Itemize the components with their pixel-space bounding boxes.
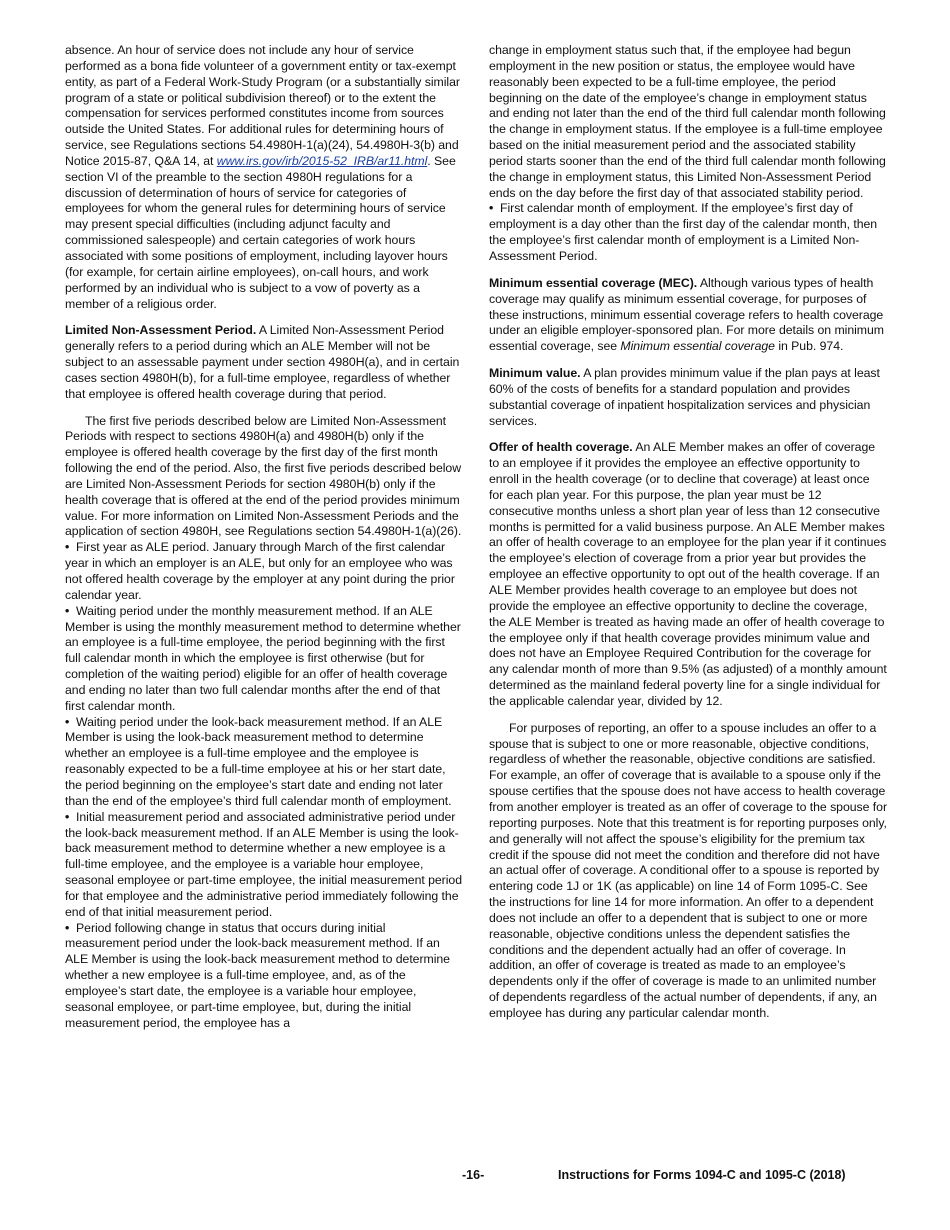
paragraph-text: A plan provides minimum value if the plan pays at least 60% of the costs of benefits for a standard population and provides substantial coverage of inpatient hospitalization services and physician services. [489,366,880,428]
bullet-item: • Initial measurement period and associated administrative period under the look-back measurement method. If an ALE Member is using the look-back measurement method to determine whether a new employee is a full-time employee, and the employee is a variable hour employee, seasonal employee or part-time employee, the initial measurement period for that employee and the administrative period immediately following the end of that initial measurement period. [65,810,463,921]
bullet-continuation: change in employment status such that, if the employee had begun employment in the new position or status, the employee would have reasonably been expected to be a full-time employee, the period beginning on the date of the employee’s change in employment status and ending not later than the end of the third full calendar month following the change in employment status. If the employee is a full-time employee based on the initial measurement period and the associated stability period starts sooner than the end of the third full calendar month following the change in employment status, this Limited Non-Assessment Period ends on the day before the first day of that associated stability period. [489,43,886,200]
paragraph-text: An ALE Member makes an offer of coverage to an employee if it provides the employee an effective opportunity to enroll in the health coverage (or to decline that coverage) at least once for each plan year. For this purpose, the plan year must be 12 consecutive months unless a short plan year of less than 12 consecutive months is permitted for a valid business purpose. An ALE Member makes an offer of health coverage to an employee for the plan year if it continues the employee’s election of coverage from a prior year but provides the employee an effective opportunity to opt out of the health coverage. If an ALE Member provides health coverage to an employee but does not provide the employee an effective opportunity to decline the coverage, the ALE Member is treated as having made an offer of health coverage to the employee only if that health coverage provides minimum value and does not have an Employee Required Contribution for the coverage for any calendar month of more than 9.5% (as adjusted) of a monthly amount determined as the mainland federal poverty line for a single individual for the applicable calendar year, divided by 12. [489,440,887,708]
offer-of-coverage-paragraph [489,440,887,709]
bullet-item: • Period following change in status that occurs during initial measurement period under the look-back measurement method. If an ALE Member is using the look-back measurement method to determine whether a new employee is a full-time employee, and, as of the employee’s start date, the employee is a variable hour employee, seasonal employee, or part-time employee, but, during the initial measurement period, the employee has a [65,921,463,1032]
spouse-offer-paragraph: For purposes of reporting, an offer to a spouse includes an offer to a spouse that is subject to one or more reasonable, objective conditions, regardless of whether the reasonable, objective conditions are satisfied. For example, an offer of coverage that is available to a spouse only if the spouse certifies that the spouse does not have access to health coverage from another employer is treated as an offer of coverage to the spouse for reporting purposes. Note that this treatment is for reporting purposes only, and generally will not affect the spouse’s eligibility for the premium tax credit if the spouse did not meet the condition and therefore did not have an actual offer of coverage. A conditional offer to a spouse is reported by entering code 1J or 1K (as applicable) on line 14 of Form 1095-C. See the instructions for line 14 for more information. An offer to a dependent does not include an offer to a dependent that is subject to one or more reasonable, objective conditions unless the dependent satisfies the conditions and the dependent actually had an offer of coverage. In addition, an offer of coverage is treated as made to an employee’s dependents only if the offer of coverage is made to an unlimited number of dependents regardless of the actual number of dependents, if any, an employee has during any particular calendar month. [489,720,887,1020]
document-title: Instructions for Forms 1094-C and 1095-C (2018) [558,1168,846,1182]
term-heading: Minimum essential coverage (MEC). [489,275,698,290]
bullet-item: • First calendar month of employment. If the employee’s first day of employment is a day other than the first day of the calendar month, then the employee’s first calendar month of employment is a Limited Non-Assessment Period. [489,201,887,264]
paragraph-text: in Pub. 974. [774,339,844,354]
bullet-item: • First year as ALE period. January through March of the first calendar year in which an employer is an ALE, but only for an employee who was not offered health coverage by the employer at any point during the prior calendar year. [65,540,463,603]
term-heading: Minimum value. [489,366,581,381]
lnap-detail-paragraph: The first five periods described below are Limited Non-Assessment Periods with respect to sections 4980H(a) and 4980H(b) only if the employee is offered health coverage by the first day of the first month following the end of the period. Also, the first five periods described below are Limited Non-Assessment Periods for section 4980H(b) only if the health coverage that is offered at the end of the period provides minimum value. For more information on Limited Non-Assessment Periods and the application of section 4980H, see Regulations section 54.4980H-1(a)(26). [65,413,462,539]
hours-of-service-paragraph [65,43,463,312]
paragraph-text: Although various types of health coverage may qualify as minimum essential coverage, for purposes of these instructions, minimum essential coverage refers to health coverage under an eligible employer-sponsored plan. For more details on minimum essential coverage, see [489,275,884,354]
minimum-value-paragraph [489,366,887,429]
mec-definition-paragraph [489,276,887,355]
term-heading: Offer of health coverage. [489,440,633,455]
page-number: -16- [462,1168,485,1182]
term-heading: Limited Non-Assessment Period. [65,323,257,338]
right-column [489,43,887,1022]
reference-italic: Minimum essential coverage [620,339,775,354]
left-column [65,43,463,1031]
bullet-item: • Waiting period under the look-back measurement method. If an ALE Member is using the look-back measurement method to determine whether an employee is a full-time employee and the employee is reasonably expected to be a full-time employee at his or her start date, the period beginning on the employee’s start date and ending not later than the end of the employee’s third full calendar month of employment. [65,715,463,810]
paragraph-text: absence. An hour of service does not include any hour of service performed as a bona fide volunteer of a government entity or tax-exempt entity, as part of a Federal Work-Study Program (or a substantially similar program of a state or political subdivision thereof) or to the extent the compensation for services performed constitutes income from sources outside the United States. For additional rules for determining hours of service, see Regulations sections 54.4980H-1(a)(24), 54.4980H-3(b) and Notice 2015-87, Q&A 14, at [65,43,460,168]
paragraph-text: . See section VI of the preamble to the section 4980H regulations for a discussion of determination of hours of service for categories of employees for whom the general rules for determining hours of service may present special difficulties (including adjunct faculty and commissioned salespeople) and certain categories of work hours associated with some positions of employment, including layover hours (for example, for certain airline employees), on-call hours, and work performed by an individual who is subject to a vow of poverty as a member of a religious order. [65,153,456,311]
paragraph-text: A Limited Non-Assessment Period generally refers to a period during which an ALE Member will not be subject to an assessable payment under section 4980H(a), and in certain cases section 4980H(b), for a full-time employee, regardless of whether that employee is offered health coverage during that period. [65,323,460,401]
lnap-definition-paragraph [65,323,463,402]
bullet-item: • Waiting period under the monthly measurement method. If an ALE Member is using the monthly measurement method to determine whether an employee is a full-time employee, the period beginning with the first full calendar month in which the employee is first otherwise (but for completion of the waiting period) eligible for an offer of health coverage and ending no later than two full calendar months after the end of that first calendar month. [65,604,463,715]
irs-irb-link[interactable]: www.irs.gov/irb/2015-52_IRB/ar11.html [216,153,428,168]
